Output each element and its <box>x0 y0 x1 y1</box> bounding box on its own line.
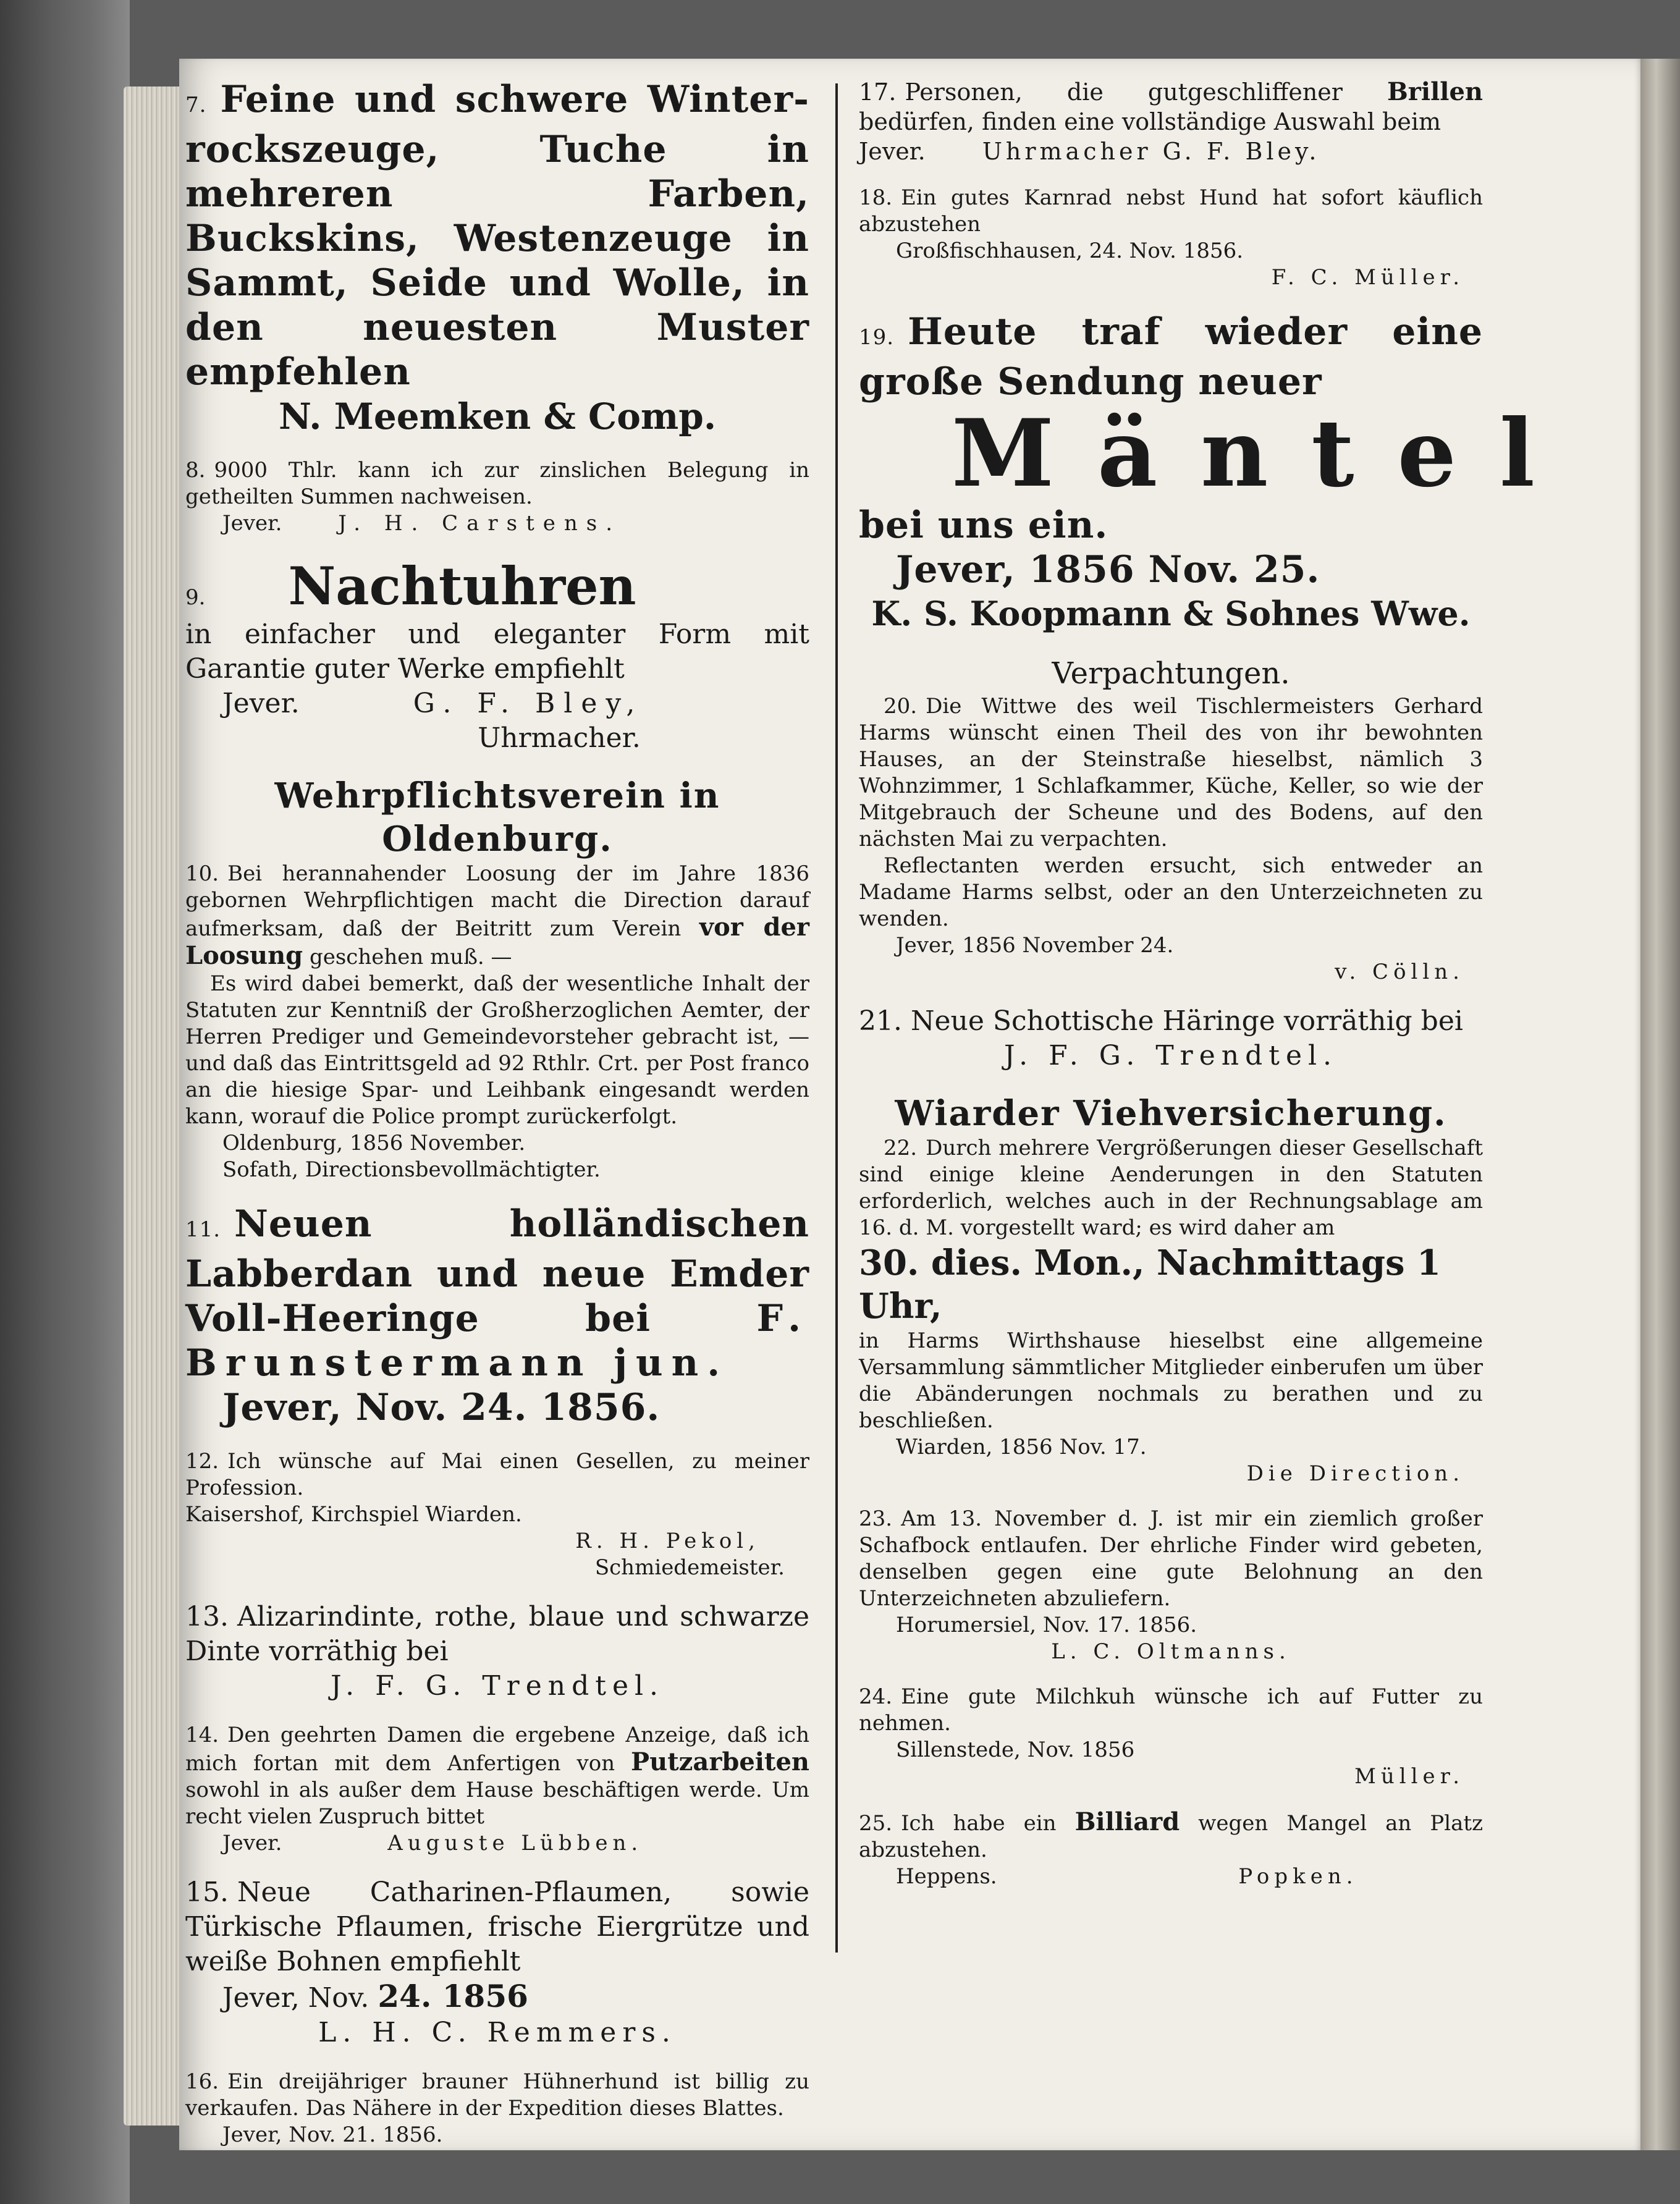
section-heading: Wiarder Viehversicherung. <box>895 1093 1447 1134</box>
ad-number: 11. <box>185 1217 221 1242</box>
ad-text: Eine gute Milchkuh wünsche ich auf Futter zu nehmen. <box>859 1684 1483 1736</box>
ad-text: Ein dreijähriger brauner Hühnerhund ist billig zu verkaufen. Das Nähere in der Expedition dieses Blattes. <box>185 2069 809 2121</box>
ad-number: 23. <box>859 1506 893 1531</box>
ad-number: 10. <box>185 861 219 886</box>
ad-number: 8. <box>185 458 206 483</box>
ad-text: Ein gutes Karnrad nebst Hund hat sofort käuflich abzustehen <box>859 185 1483 237</box>
ad-signature: K. S. Koopmann & Sohnes Wwe. <box>871 594 1471 633</box>
ad-number: 16. <box>185 2069 219 2094</box>
ad-text: Neuen holländischen Labberdan und neue Emder Voll-Heeringe bei <box>185 1202 809 1340</box>
ad-18 <box>859 185 1483 291</box>
ad-text: Neue Catharinen-Pflaumen, sowie Türkische Pflaumen, frische Eiergrütze und weiße Bohnen empfiehlt <box>185 1877 809 1977</box>
right-column <box>859 77 1578 1959</box>
ad-place: Jever. <box>222 511 282 536</box>
ad-signature-title: Uhrmacher. <box>478 722 641 754</box>
ad-signature: G. F. Bley, <box>413 688 644 719</box>
section-heading: Wehrpflichtsverein in Oldenburg. <box>274 775 720 859</box>
ad-text: Den geehrten Damen die ergebene Anzeige, daß ich mich fortan mit dem Anfertigen von <box>185 1723 809 1776</box>
ad-14 <box>185 1722 809 1857</box>
ad-date: Großfischhausen, 24. Nov. 1856. <box>896 239 1244 263</box>
ad-13 <box>185 1600 809 1704</box>
ad-place: Heppens. <box>896 1864 997 1889</box>
ad-19 <box>859 310 1578 635</box>
ad-17 <box>859 77 1483 166</box>
ad-number: 18. <box>859 185 893 210</box>
ad-number: 13. <box>185 1601 229 1632</box>
ad-12 <box>185 1448 809 1581</box>
ad-signature: Popken. <box>1238 1864 1358 1889</box>
ad-text-para2: Es wird dabei bemerkt, daß der wesentliche Inhalt der Statuten zur Kenntniß der Großherzoglichen Aemter, der Herren Prediger und Gemeindevorsteher gebracht ist, — und daß das Eintrittsgeld ad 92 Rthlr. Crt. per Post franco an die hiesige Spar- und Leihbank eingesandt werden kann, worauf die Police prompt zurückerfolgt. <box>185 971 809 1129</box>
ad-signature: Die Direction. <box>1246 1461 1464 1486</box>
ad-number: 17. <box>859 78 897 106</box>
ad-number: 24. <box>859 1684 893 1709</box>
ad-date: Horumersiel, Nov. 17. 1856. <box>896 1613 1197 1637</box>
ad-signature: Uhrmacher G. F. Bley. <box>982 138 1320 165</box>
ad-text: Ich habe ein <box>901 1811 1057 1836</box>
ad-signature: Sofath, Directionsbevollmächtigter. <box>222 1157 601 1182</box>
ad-date: Oldenburg, 1856 November. <box>222 1131 526 1155</box>
ad-number: 9. <box>185 585 206 610</box>
page-stack-edge <box>124 87 185 2126</box>
ad-16 <box>185 2069 809 2148</box>
ad-text: Die Wittwe des weil Tischlermeisters Gerhard Harms wünscht einen Theil des von ihr bewohnten Hauses, an der Steinstraße hieselbst, nämlich 3 Wohnzimmer, 1 Schlafkammer, Küche, Keller, so wie der Mitgebrauch der Scheune und des Bodens, auf den nächsten Mai zu verpachten. <box>859 694 1483 851</box>
ad-signature: J. F. G. Trendtel. <box>1003 1040 1338 1071</box>
ad-huge-headline: Mäntel <box>952 399 1578 508</box>
ad-text: 9000 Thlr. kann ich zur zinslichen Belegung in getheilten Summen nachweisen. <box>185 458 809 509</box>
ad-emphasis: Putzarbeiten <box>631 1747 810 1776</box>
ad-25 <box>859 1809 1483 1890</box>
ad-text-cont: in Harms Wirthshause hieselbst eine allgemeine Versammlung sämmtlicher Mitglieder einberufen um über die Abänderungen nochmals zu berathen und zu beschließen. <box>859 1328 1483 1433</box>
ad-10 <box>185 774 809 1183</box>
ad-text: in einfacher und eleganter Form mit Garantie guter Werke empfiehlt <box>185 619 809 685</box>
ad-text: Am 13. November d. J. ist mir ein ziemlich großer Schafbock entlaufen. Der ehrliche Finder wird gebeten, denselben gegen eine gute Belohnung an den Unterzeichneten abzuliefern. <box>859 1506 1483 1611</box>
ad-number: 7. <box>185 93 207 117</box>
ad-number: 19. <box>859 325 895 350</box>
ad-place: Jever. <box>859 138 926 165</box>
ad-text: Alizarindinte, rothe, blaue und schwarze Dinte vorräthig bei <box>185 1601 809 1667</box>
ad-date: Jever, Nov. <box>222 1982 369 2014</box>
ad-text: Heute traf wieder eine große Sendung neuer <box>859 310 1483 403</box>
ad-date: Jever, Nov. 24. 1856. <box>222 1386 661 1429</box>
ad-text: Personen, die gutgeschliffener <box>905 78 1343 106</box>
ad-text-cont: bedürfen, finden eine vollständige Auswahl beim <box>859 108 1442 135</box>
book-binding <box>0 0 130 2204</box>
ad-signature: v. Cölln. <box>1335 960 1464 984</box>
ad-date: Jever, 1856 Nov. 25. <box>896 548 1320 591</box>
ad-number: 15. <box>185 1877 229 1908</box>
column-divider <box>835 83 838 1953</box>
ad-text-para2: Reflectanten werden ersucht, sich entweder an Madame Harms selbst, oder an den Unterzeichneten zu wenden. <box>859 853 1483 931</box>
ad-signature: F. C. Müller. <box>1271 265 1464 290</box>
ad-date-emphasis: 24. 1856 <box>378 1978 528 2014</box>
ad-signature: J. H. Carstens. <box>338 511 622 536</box>
ad-signature: R. H. Pekol, <box>575 1529 760 1553</box>
ad-21 <box>859 1004 1483 1073</box>
ad-text-cont: bei uns ein. <box>859 504 1108 547</box>
ad-date: Sillenstede, Nov. 1856 <box>896 1737 1135 1762</box>
ad-signature: L. H. C. Remmers. <box>318 2017 677 2048</box>
ad-text-cont: wegen Mangel an Platz abzustehen. <box>859 1811 1483 1862</box>
ad-date: Wiarden, 1856 Nov. 17. <box>896 1435 1147 1459</box>
ad-20 <box>859 654 1483 986</box>
ad-22 <box>859 1092 1483 1487</box>
ad-signature: N. Meemken & Comp. <box>278 395 717 437</box>
section-heading: Verpachtungen. <box>1052 656 1290 691</box>
ad-number: 12. <box>185 1449 219 1474</box>
ad-date: Jever, 1856 November 24. <box>896 933 1174 958</box>
ad-text: Bei herannahender Loosung der im Jahre 1836 gebornen Wehrpflichtigen macht die Direction darauf aufmerksam, daß der Beitritt zum Verein <box>185 861 809 941</box>
ad-text-cont: sowohl in als außer dem Hause beschäftigen werde. Um recht vielen Zuspruch bittet <box>185 1778 809 1829</box>
ad-7 <box>185 77 809 439</box>
ad-place: Jever. <box>222 1831 282 1856</box>
ad-number: 20. <box>884 694 918 719</box>
ad-15 <box>185 1875 809 2050</box>
ad-text: Feine und schwere Winter-rockszeuge, Tuche in mehreren Farben, Buckskins, Westenzeuge in Sammt, Seide und Wolle, in den neuesten Muster empfehlen <box>185 78 809 394</box>
ad-text: Durch mehrere Vergrößerungen dieser Gesellschaft sind einige kleine Aenderungen in den Statuten erforderlich, welches auch in der Rechnungsablage am 16. d. M. vorgestellt ward; es wird daher am <box>859 1136 1483 1240</box>
ad-signature: Auguste Lübben. <box>387 1831 643 1856</box>
ad-number: 25. <box>859 1811 893 1836</box>
ad-signature: L. C. Oltmanns. <box>1051 1639 1291 1664</box>
ad-text: Neue Schottische Häringe vorräthig bei <box>910 1005 1463 1037</box>
ad-11 <box>185 1202 809 1430</box>
ad-emphasis: vor der Loosung <box>185 913 809 970</box>
ad-24 <box>859 1684 1483 1790</box>
ad-place: Jever. <box>222 688 300 719</box>
ad-number: 14. <box>185 1723 219 1747</box>
ad-date: Jever, Nov. 21. 1856. <box>222 2122 443 2147</box>
ad-text: Ich wünsche auf Mai einen Gesellen, zu meiner Profession. <box>185 1449 809 1500</box>
ad-signature: F. Brunstermann jun. <box>185 1297 809 1385</box>
ad-signature-title: Schmiedemeister. <box>594 1555 785 1580</box>
ad-place: Kaisershof, Kirchspiel Wiarden. <box>185 1502 522 1527</box>
ad-23 <box>859 1506 1483 1665</box>
ad-signature: Müller. <box>1354 1764 1464 1789</box>
ad-number: 22. <box>884 1136 918 1160</box>
ad-9 <box>185 555 809 756</box>
ad-text-cont: geschehen muß. — <box>309 945 512 969</box>
left-column <box>185 77 810 2147</box>
ad-8 <box>185 457 809 537</box>
ad-headline: 30. dies. Mon., Nachmittags 1 Uhr, <box>859 1243 1442 1327</box>
ad-emphasis: Brillen <box>1387 77 1483 106</box>
page-right-edge <box>1640 59 1680 2150</box>
ad-emphasis: Billiard <box>1074 1807 1180 1836</box>
ad-signature: J. F. G. Trendtel. <box>330 1670 665 1702</box>
ad-title: Nachtuhren <box>288 555 636 617</box>
ad-number: 21. <box>859 1005 902 1037</box>
